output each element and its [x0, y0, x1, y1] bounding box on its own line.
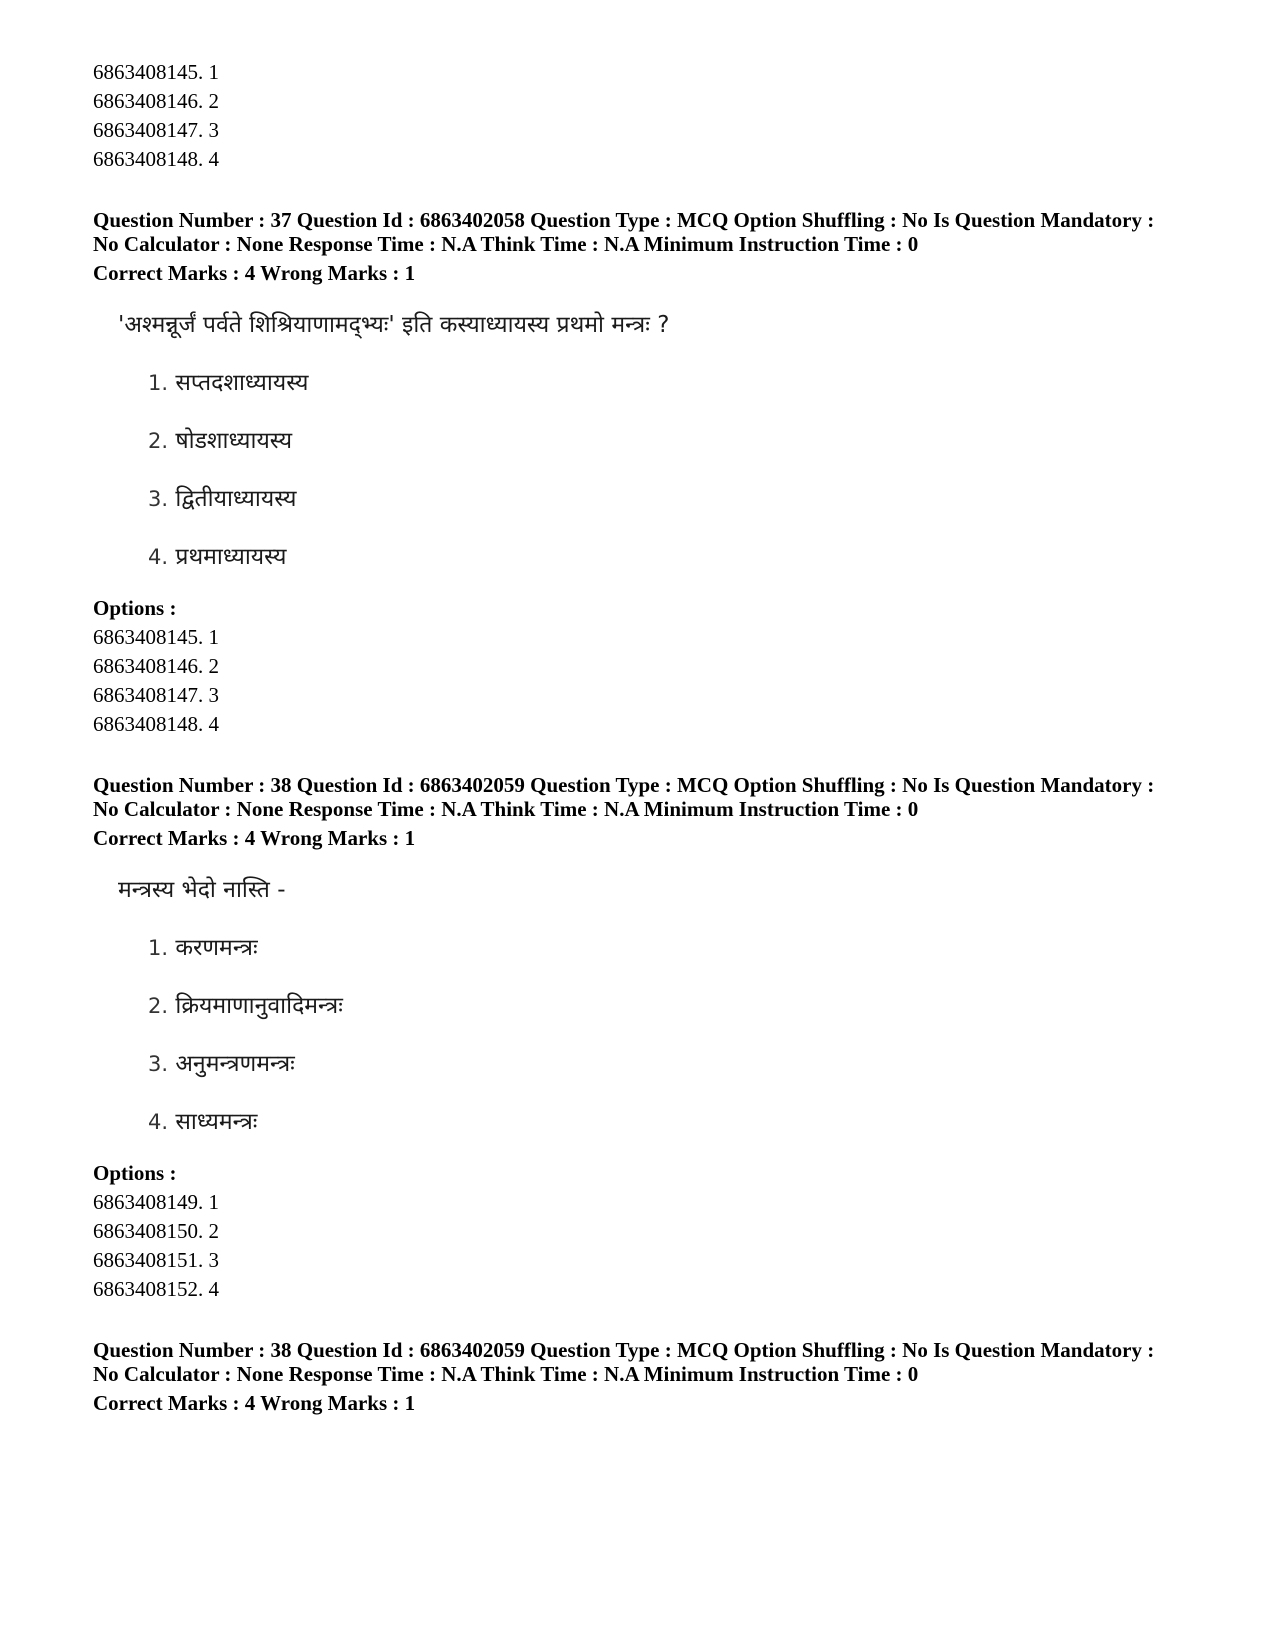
question-meta-line: Question Number : 38 Question Id : 6863402059 Question Type : MCQ Option Shuffling : No Is Question Mandatory : [93, 773, 1155, 797]
choice-item: 2. षोडशाध्यायस्य [148, 428, 293, 454]
option-id-line: 6863408148. 4 [93, 712, 219, 736]
option-id-line: 6863408148. 4 [93, 147, 219, 171]
question-block [93, 1338, 1193, 1415]
options-label: Options : [93, 1161, 177, 1185]
option-id-line: 6863408147. 3 [93, 118, 219, 142]
question-marks: Correct Marks : 4 Wrong Marks : 1 [93, 826, 416, 850]
option-id-line: 6863408146. 2 [93, 654, 219, 678]
choice-item: 1. करणमन्त्रः [148, 935, 258, 961]
choice-list [148, 368, 1193, 572]
question-text: मन्त्रस्य भेदो नास्ति - [118, 877, 286, 903]
choice-item: 1. सप्तदशाध्यायस्य [148, 370, 309, 396]
choice-list [148, 933, 1193, 1137]
top-option-list [93, 58, 1193, 174]
question-meta-line: Question Number : 37 Question Id : 6863402058 Question Type : MCQ Option Shuffling : No Is Question Mandatory : [93, 208, 1155, 232]
choice-item: 3. अनुमन्त्रणमन्त्रः [148, 1051, 295, 1077]
question-marks: Correct Marks : 4 Wrong Marks : 1 [93, 1391, 416, 1415]
option-id-line: 6863408151. 3 [93, 1248, 219, 1272]
choice-item: 4. साध्यमन्त्रः [148, 1109, 258, 1135]
option-id-line: 6863408146. 2 [93, 89, 219, 113]
document-page [93, 58, 1193, 1415]
question-block [93, 773, 1193, 1304]
question-meta-line: No Calculator : None Response Time : N.A Think Time : N.A Minimum Instruction Time : 0 [93, 1362, 919, 1386]
options-label: Options : [93, 596, 177, 620]
question-meta-line: No Calculator : None Response Time : N.A Think Time : N.A Minimum Instruction Time : 0 [93, 797, 919, 821]
option-id-line: 6863408147. 3 [93, 683, 219, 707]
question-text: 'अश्मन्नूर्जं पर्वते शिश्रियाणामद्भ्यः' इति कस्याध्यायस्य प्रथमो मन्त्रः ? [118, 312, 670, 338]
question-marks: Correct Marks : 4 Wrong Marks : 1 [93, 261, 416, 285]
option-id-line: 6863408145. 1 [93, 625, 219, 649]
option-id-list [93, 623, 1193, 739]
option-id-line: 6863408149. 1 [93, 1190, 219, 1214]
option-id-line: 6863408145. 1 [93, 60, 219, 84]
question-block [93, 208, 1193, 739]
choice-item: 2. क्रियमाणानुवादिमन्त्रः [148, 993, 343, 1019]
option-id-list [93, 1188, 1193, 1304]
option-id-line: 6863408152. 4 [93, 1277, 219, 1301]
question-meta-line: No Calculator : None Response Time : N.A Think Time : N.A Minimum Instruction Time : 0 [93, 232, 919, 256]
option-id-line: 6863408150. 2 [93, 1219, 219, 1243]
question-meta-line: Question Number : 38 Question Id : 6863402059 Question Type : MCQ Option Shuffling : No Is Question Mandatory : [93, 1338, 1155, 1362]
choice-item: 4. प्रथमाध्यायस्य [148, 544, 287, 570]
choice-item: 3. द्वितीयाध्यायस्य [148, 486, 297, 512]
